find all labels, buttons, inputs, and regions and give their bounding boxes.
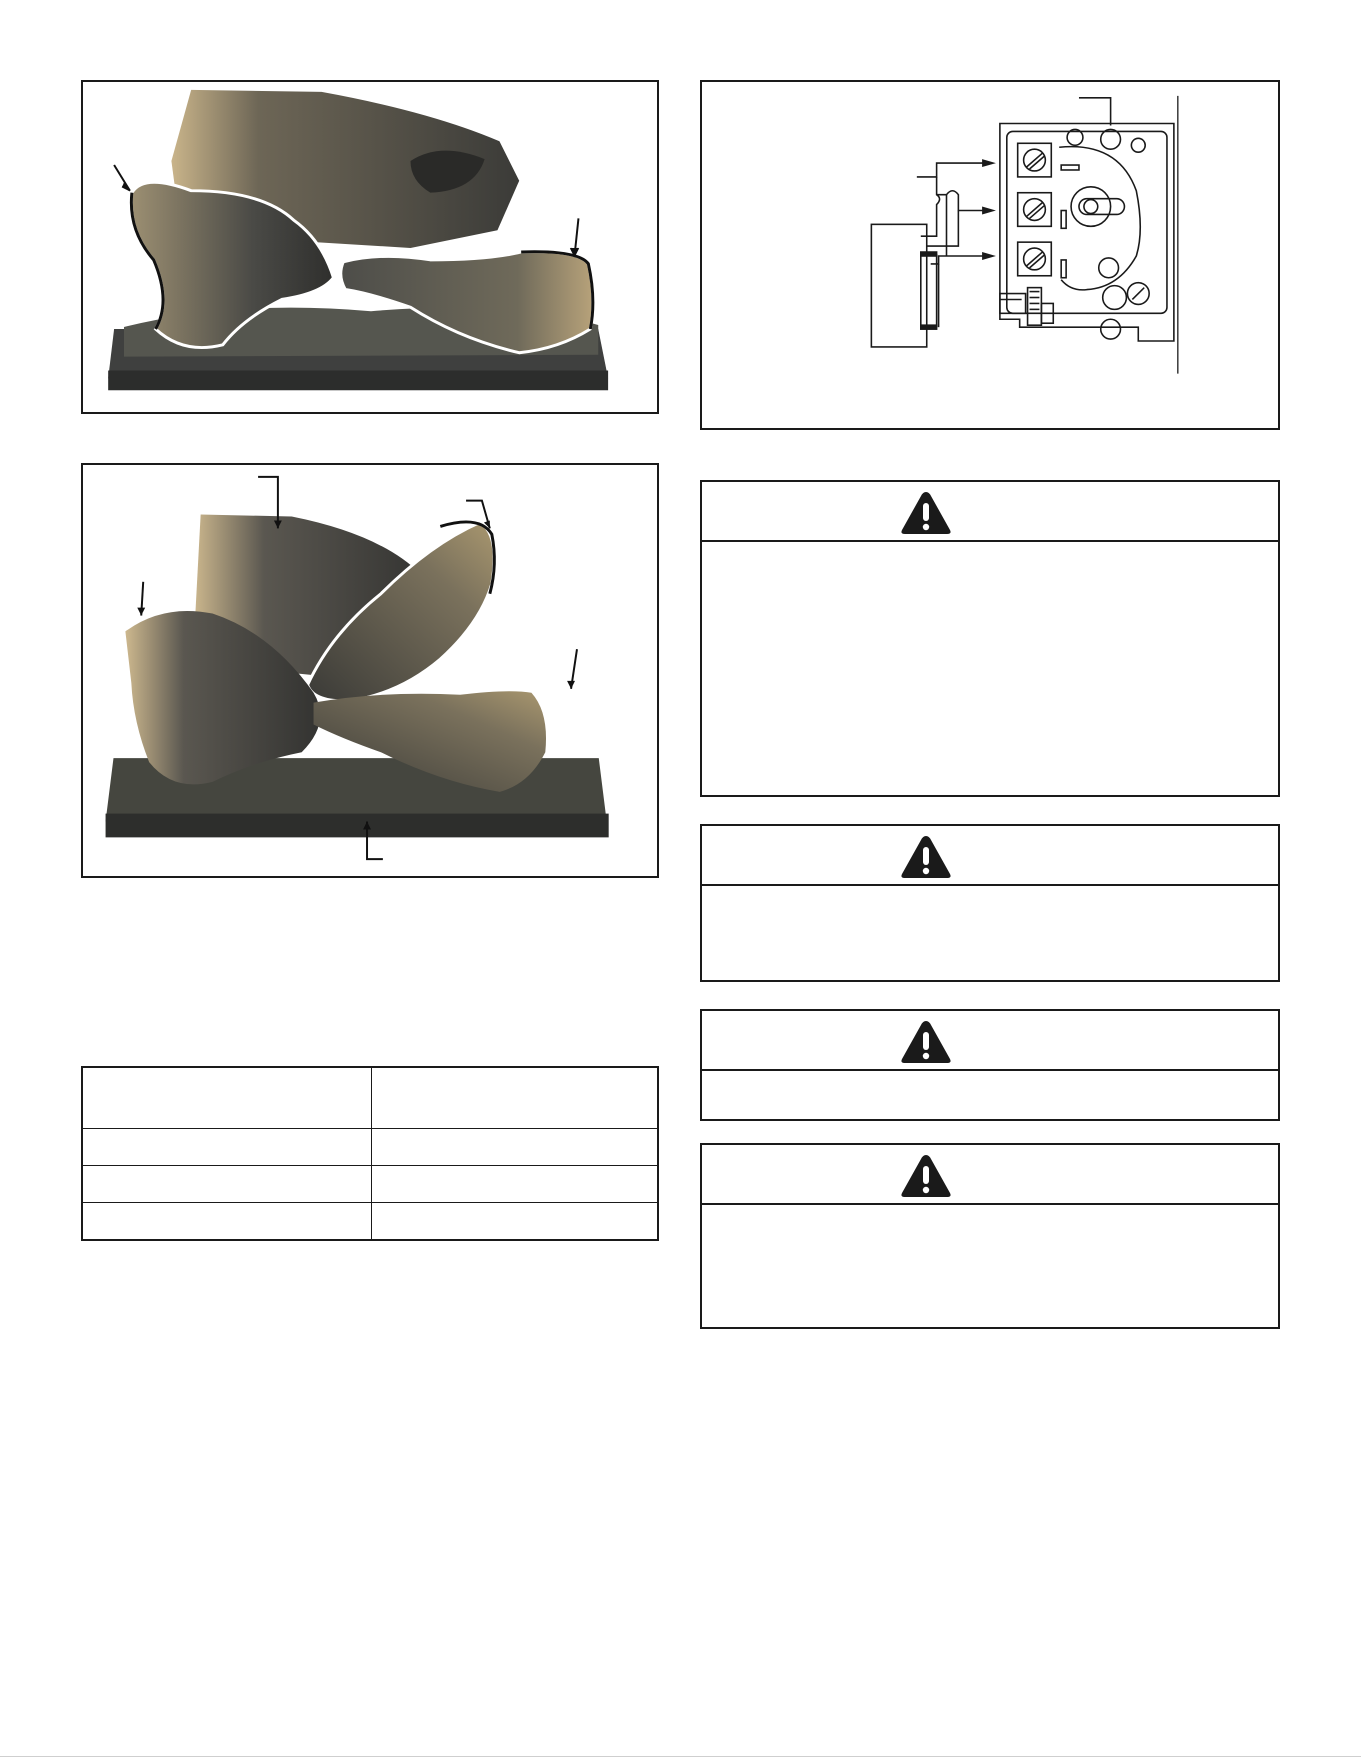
table-row — [82, 1203, 658, 1240]
table-cell — [372, 1128, 659, 1165]
gas-valve-diagram-figure — [700, 80, 1280, 430]
log-set-photo-bottom — [83, 465, 657, 876]
page-bottom-rule — [0, 1756, 1361, 1757]
table-cell — [372, 1166, 659, 1203]
table-cell — [372, 1067, 659, 1128]
table-cell — [82, 1128, 372, 1165]
table-cell — [372, 1203, 659, 1240]
warning-box-1 — [700, 480, 1280, 797]
specification-table — [81, 1066, 659, 1241]
table-header-row — [82, 1067, 658, 1128]
table-cell — [82, 1203, 372, 1240]
warning-box-2 — [700, 824, 1280, 982]
warning-triangle-icon — [900, 1019, 952, 1065]
warning-body — [702, 1205, 1278, 1327]
log-set-figure-top — [81, 80, 659, 414]
warning-triangle-icon — [900, 1153, 952, 1199]
log-set-photo-top — [83, 82, 657, 412]
warning-triangle-icon — [900, 834, 952, 880]
warning-body — [702, 542, 1278, 795]
table-cell — [82, 1067, 372, 1128]
warning-header — [702, 826, 1278, 886]
table-cell — [82, 1166, 372, 1203]
gas-valve-diagram — [702, 82, 1278, 428]
table-row — [82, 1166, 658, 1203]
warning-box-3 — [700, 1009, 1280, 1121]
warning-header — [702, 1145, 1278, 1205]
terminal-screw — [1018, 193, 1052, 227]
warning-body — [702, 886, 1278, 980]
warning-box-4 — [700, 1143, 1280, 1329]
log-set-figure-bottom — [81, 463, 659, 878]
terminal-screw — [1018, 143, 1052, 177]
table-row — [82, 1128, 658, 1165]
grate-base — [106, 814, 609, 838]
warning-body — [702, 1071, 1278, 1119]
grate-base — [108, 371, 608, 391]
terminal-screw — [1018, 242, 1052, 276]
warning-triangle-icon — [900, 490, 952, 536]
warning-header — [702, 1011, 1278, 1071]
warning-header — [702, 482, 1278, 542]
